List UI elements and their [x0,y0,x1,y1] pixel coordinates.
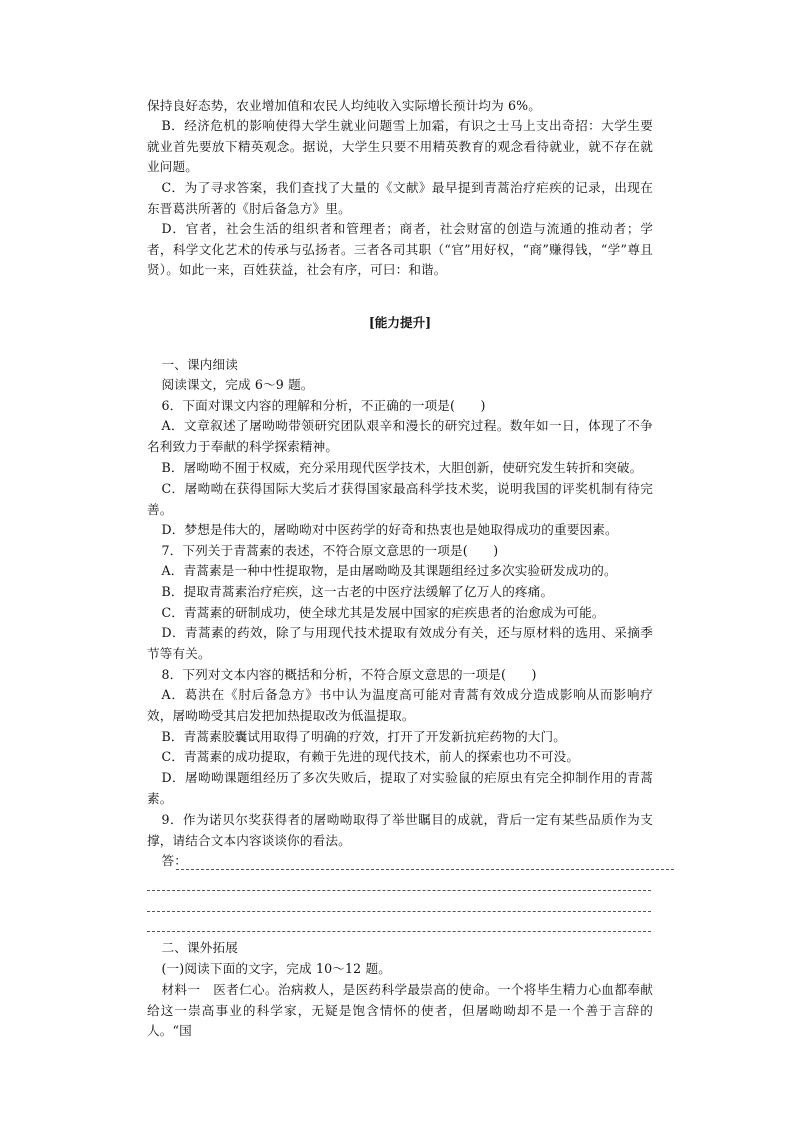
answer-label: 答： [161,853,187,868]
q6-option-a: A．文章叙述了屠呦呦带领研究团队艰辛和漫长的研究过程。数年如一日，体现了不争名利致力于奉献的科学探索精神。 [147,418,653,454]
answer-line-1[interactable] [176,869,674,870]
q8-option-a: A．葛洪在《肘后备急方》书中认为温度高可能对青蒿有效成分造成影响从而影响疗效，屠呦呦受其启发把加热提取改为低温提取。 [147,687,653,723]
q7-option-d: D．青蒿素的药效，除了与用现代技术提取有效成分有关，还与原材料的选用、采摘季节等有关。 [147,625,653,661]
part2-heading: 二、课外拓展 [161,940,238,955]
section-title: [能力提升] [368,315,432,330]
q7-option-c: C．青蒿素的研制成功，使全球尤其是发展中国家的疟疾患者的治愈成为可能。 [161,605,605,620]
part2-intro: (一)阅读下面的文字，完成 10～12 题。 [161,961,391,976]
answer-line-2[interactable] [147,890,651,891]
q7-option-b: B．提取青蒿素治疗疟疾，这一古老的中医疗法缓解了亿万人的疼痛。 [161,584,554,599]
q7-option-a: A．青蒿素是一种中性提取物，是由屠呦呦及其课题组经过多次实验研发成功的。 [161,563,617,578]
paragraph-option-d: D．官者，社会生活的组织者和管理者；商者，社会财富的创造与流通的推动者；学者，科学文化艺术的传承与弘扬者。三者各司其职（“官”用好权，“商”赚得钱，“学”尊且贤）。如此一来，百姓获益，社会有序，可曰：和谐。 [147,221,653,277]
part1-intro: 阅读课文，完成 6～9 题。 [161,377,314,392]
answer-line-4[interactable] [147,931,651,932]
part1-heading: 一、课内细读 [161,357,238,372]
q6-option-c: C．屠呦呦在获得国际大奖后才获得国家最高科学技术奖，说明我国的评奖机制有待完善。 [147,481,653,517]
q6-option-b: B．屠呦呦不囿于权威，充分采用现代医学技术，大胆创新，使研究发生转折和突破。 [161,460,643,475]
question-6: 6．下面对课文内容的理解和分析，不正确的一项是( ) [161,398,486,413]
q8-option-b: B．青蒿素胶囊试用取得了明确的疗效，打开了开发新抗疟药物的大门。 [161,729,566,744]
q6-option-d: D．梦想是伟大的，屠呦呦对中医药学的好奇和热衷也是她取得成功的重要因素。 [161,522,618,537]
question-9: 9．作为诺贝尔奖获得者的屠呦呦取得了举世瞩目的成就，背后一定有某些品质作为支撑，请结合文本内容谈谈你的看法。 [147,812,653,848]
paragraph-option-b: B．经济危机的影响使得大学生就业问题雪上加霜，有识之士马上支出奇招：大学生要就业首先要放下精英观念。据说，大学生只要不用精英教育的观念看待就业，就不存在就业问题。 [147,118,653,174]
q8-option-c: C．青蒿素的成功提取，有赖于先进的现代技术，前人的探索也功不可没。 [161,749,580,764]
answer-line-3[interactable] [147,911,651,912]
paragraph-option-a-tail: 保持良好态势，农业增加值和农民人均纯收入实际增长预计均为 6%。 [147,98,542,113]
q8-option-d: D．屠呦呦课题组经历了多次失败后，提取了对实验鼠的疟原虫有完全抑制作用的青蒿素。 [147,770,653,806]
paragraph-option-c: C．为了寻求答案，我们查找了大量的《文献》最早提到青蒿治疗疟疾的记录，出现在东晋葛洪所著的《肘后备急方》里。 [147,180,653,216]
question-7: 7．下列关于青蒿素的表述，不符合原文意思的一项是( ) [161,543,499,558]
material-one-text: 材料一 医者仁心。治病救人，是医药科学最崇高的使命。一个将毕生精力心血都奉献给这一崇高事业的科学家，无疑是饱含情怀的使者，但屠呦呦却不是一个善于言辞的人。“国 [147,982,653,1038]
question-8: 8．下列对文本内容的概括和分析，不符合原文意思的一项是( ) [161,667,537,682]
